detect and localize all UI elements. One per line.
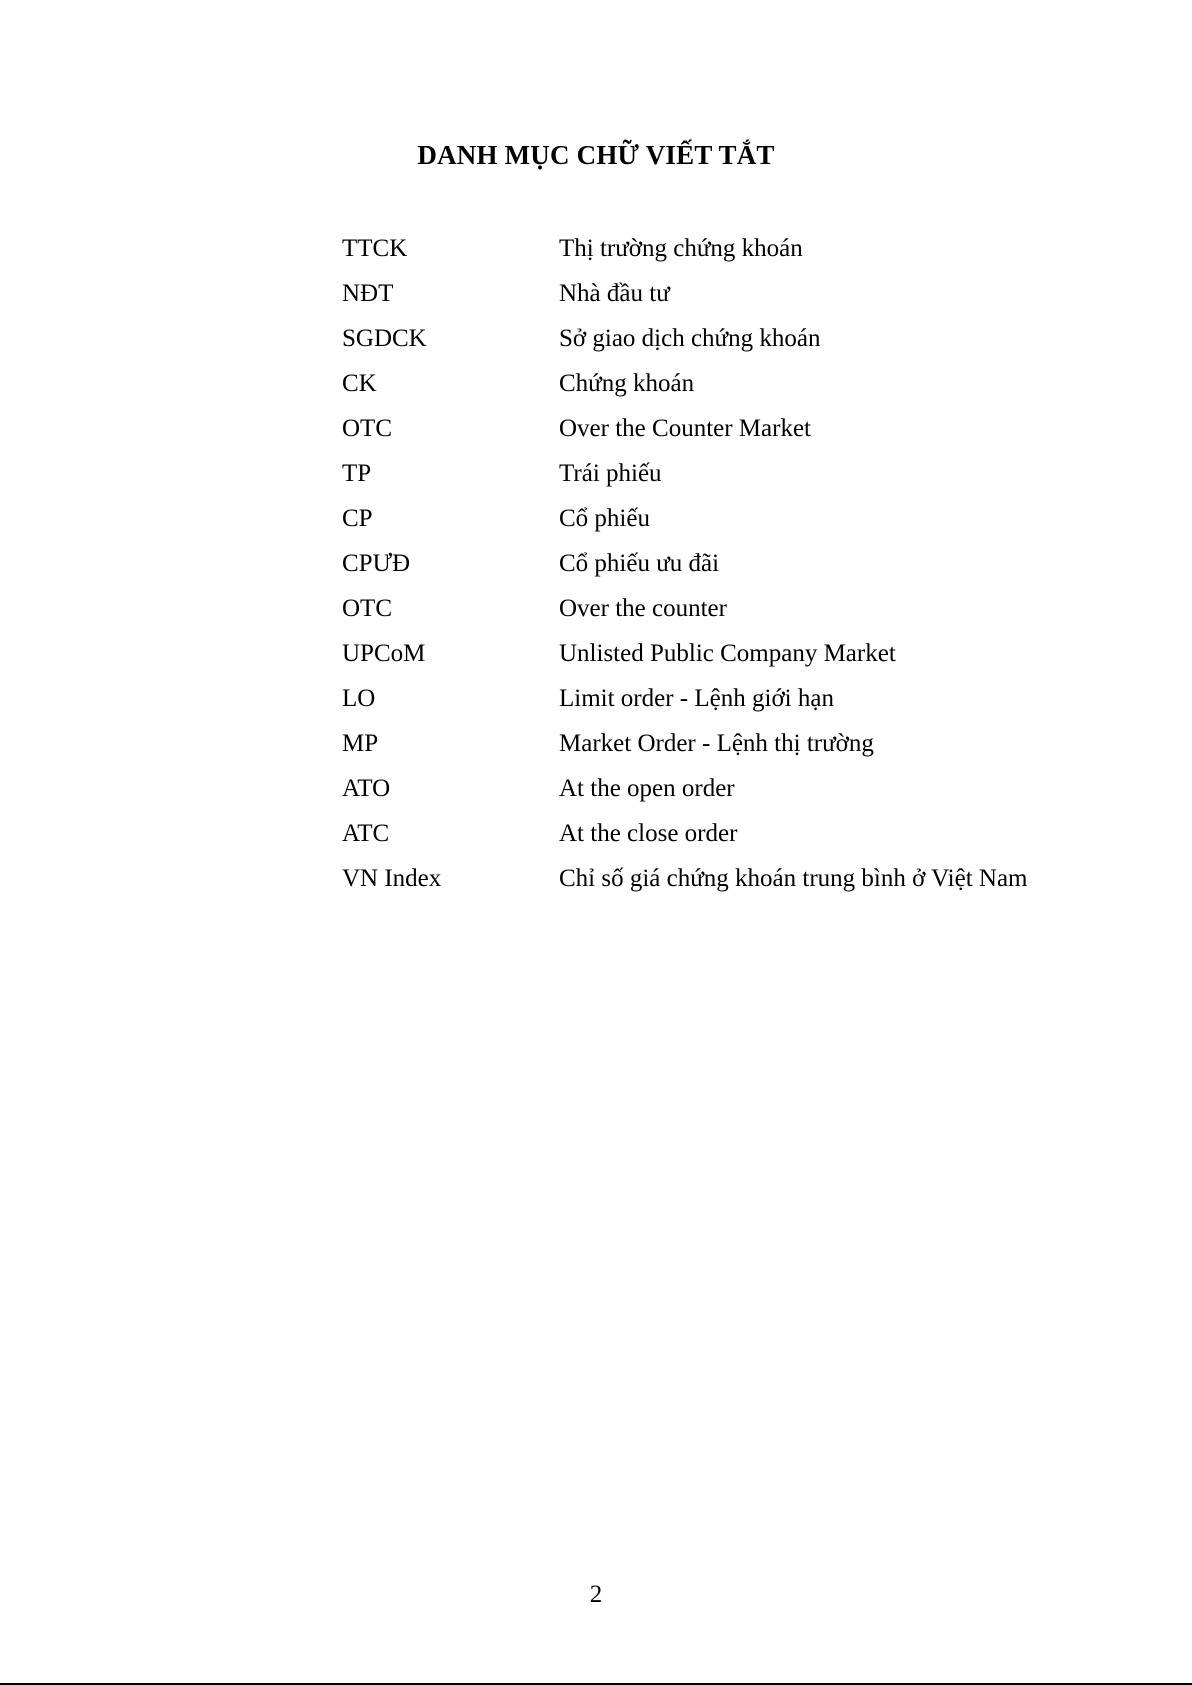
abbreviation-term: OTC [342, 595, 392, 622]
abbreviation-row [342, 637, 1102, 682]
abbreviation-row [342, 277, 1102, 322]
abbreviation-row [342, 817, 1102, 862]
abbreviation-meaning: Chứng khoán [559, 370, 695, 397]
abbreviation-meaning: Trái phiếu [559, 460, 662, 487]
abbreviation-row [342, 682, 1102, 727]
abbreviation-term: CK [342, 370, 377, 397]
abbreviation-meaning: Nhà đầu tư [559, 280, 670, 307]
abbreviation-term: UPCoM [342, 640, 426, 667]
abbreviation-term: SGDCK [342, 325, 427, 352]
abbreviation-meaning: Chỉ số giá chứng khoán trung bình ở Việt Nam [559, 865, 1028, 892]
abbreviation-row [342, 457, 1102, 502]
abbreviation-row [342, 232, 1102, 277]
abbreviation-row [342, 727, 1102, 772]
abbreviation-row [342, 862, 1102, 907]
abbreviation-term: MP [342, 730, 379, 757]
abbreviation-meaning: At the open order [559, 775, 735, 802]
abbreviation-term: TP [342, 460, 372, 487]
abbreviation-meaning: Thị trường chứng khoán [559, 235, 803, 262]
abbreviation-meaning: Over the Counter Market [559, 415, 812, 442]
abbreviation-term: LO [342, 685, 376, 712]
abbreviation-meaning: Unlisted Public Company Market [559, 640, 896, 667]
abbreviation-term: ATC [342, 820, 390, 847]
abbreviation-row [342, 502, 1102, 547]
abbreviation-meaning: Sở giao dịch chứng khoán [559, 325, 821, 352]
abbreviation-row [342, 592, 1102, 637]
abbreviation-meaning: Over the counter [559, 595, 727, 622]
abbreviation-row [342, 772, 1102, 817]
abbreviation-list [342, 232, 1102, 907]
abbreviation-term: TTCK [342, 235, 408, 262]
abbreviation-meaning: Market Order - Lệnh thị trường [559, 730, 874, 757]
abbreviation-meaning: Limit order - Lệnh giới hạn [559, 685, 834, 712]
abbreviation-row [342, 412, 1102, 457]
abbreviation-term: NĐT [342, 280, 394, 307]
abbreviation-term: VN Index [342, 865, 442, 892]
abbreviation-term: CP [342, 505, 373, 532]
abbreviation-row [342, 547, 1102, 592]
abbreviation-term: CPƯĐ [342, 550, 411, 577]
abbreviation-row [342, 322, 1102, 367]
page-title: DANH MỤC CHỮ VIẾT TẮT [417, 140, 775, 170]
abbreviation-meaning: At the close order [559, 820, 738, 847]
abbreviation-meaning: Cổ phiếu [559, 505, 650, 532]
abbreviation-term: ATO [342, 775, 391, 802]
abbreviation-row [342, 367, 1102, 412]
abbreviation-term: OTC [342, 415, 392, 442]
page-number: 2 [589, 1581, 603, 1608]
abbreviation-meaning: Cổ phiếu ưu đãi [559, 550, 720, 577]
